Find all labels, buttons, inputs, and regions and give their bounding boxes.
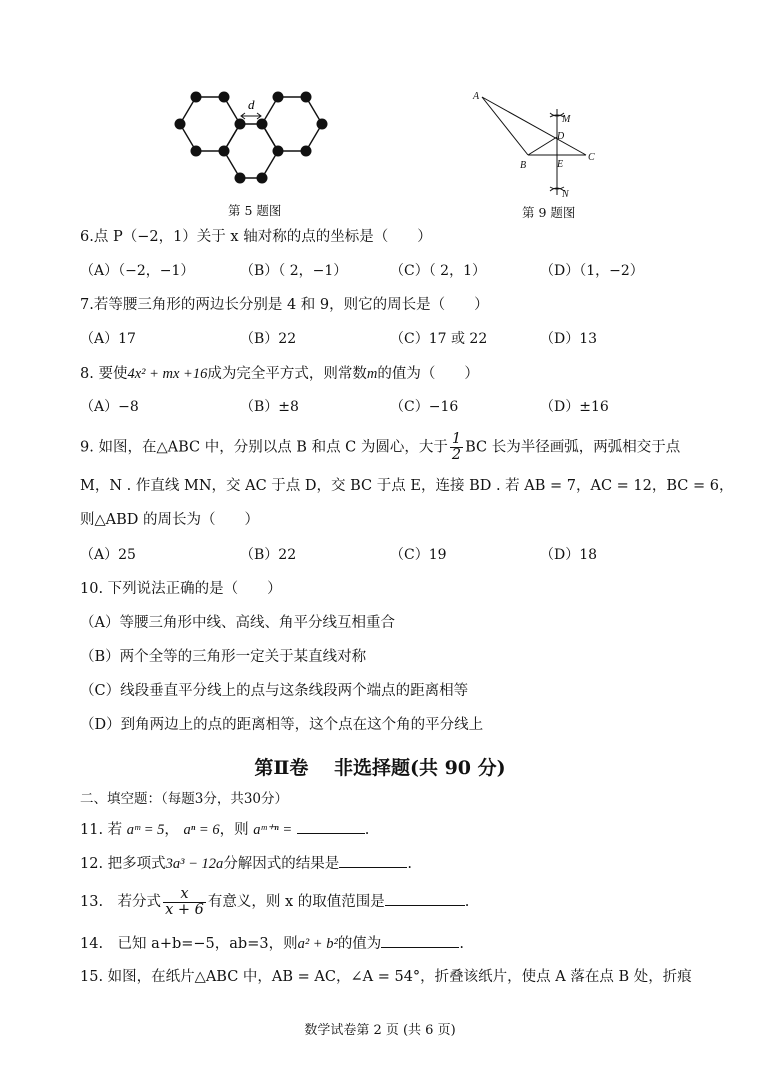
q7-option-b: （B）22	[240, 331, 297, 347]
q12-end: .	[407, 856, 412, 872]
q8-expression: 4x² + mx +16	[127, 366, 208, 382]
q14-expression: a² + b²	[297, 936, 338, 952]
q14-pre: 14. 已知 a+b=−5，ab=3，则	[80, 936, 298, 952]
q9-line1-pre: 9. 如图，在△ABC 中，分别以点 B 和点 C 为圆心，大于	[80, 439, 448, 456]
q13-fraction	[163, 887, 206, 918]
q13-pre: 13. 若分式	[80, 894, 162, 910]
question-10-stem: 10. 下列说法正确的是（ ）	[80, 581, 282, 597]
question-15: 15. 如图，在纸片△ABC 中，AB = AC，∠A = 54°，折叠该纸片，使点 A 落在点 B 处，折痕	[80, 969, 692, 985]
q6-option-c: （C）（ 2，1）	[390, 263, 486, 279]
q13-end: .	[464, 894, 470, 910]
fig9-label-N: N	[562, 189, 569, 200]
q12-pre: 12. 把多项式	[80, 856, 166, 872]
figure-5-hexagons	[170, 85, 350, 195]
q7-option-d: （D）13	[540, 331, 598, 347]
fig9-caption: 第 9 题图	[522, 205, 576, 220]
q9-option-d: （D）18	[540, 547, 598, 563]
q9-fraction	[450, 432, 463, 463]
q9-option-b: （B）22	[240, 547, 297, 563]
q9-option-c: （C）19	[390, 547, 447, 563]
question-9-line-2: M，N . 作直线 MN，交 AC 于点 D，交 BC 于点 E，连接 BD . 若 AB = 7，AC = 12，BC = 6，	[80, 478, 734, 494]
fill-in-header: 二、填空题：（每题3分，共30分）	[80, 791, 289, 807]
q8-post: 的值为（ ）	[377, 366, 479, 382]
q13-frac-num: x	[163, 887, 206, 903]
q10-option-b: （B）两个全等的三角形一定关于某直线对称	[80, 649, 367, 665]
fig9-label-M: M	[562, 114, 571, 125]
question-8-stem	[80, 364, 479, 384]
fig9-label-A: A	[473, 91, 480, 102]
question-14	[80, 933, 464, 954]
question-11: 11. 若 aᵐ = 5， aⁿ = 6，则 aᵐ⁺ⁿ = .	[80, 819, 369, 840]
q14-answer-blank[interactable]	[381, 933, 459, 948]
q6-option-d: （D）（1，−2）	[540, 263, 644, 279]
q13-answer-blank[interactable]	[385, 891, 465, 906]
fig9-label-C: C	[588, 152, 595, 163]
page-footer: 数学试卷第 2 页 (共 6 页)	[304, 1023, 456, 1038]
question-9-line-3: 则△ABD 的周长为（ ）	[80, 512, 260, 528]
q11-answer-blank[interactable]	[297, 819, 365, 834]
q13-post: 有意义，则 x 的取值范围是	[207, 894, 385, 910]
q9-frac-num: 1	[451, 431, 462, 447]
q8-pre: 8. 要使	[80, 366, 128, 382]
section-2-title: 第Ⅱ卷 非选择题(共 90 分)	[254, 757, 506, 779]
question-12	[80, 853, 412, 874]
q6-option-b: （B）（ 2，−1）	[240, 263, 348, 279]
q8-mid: 成为完全平方式，则常数	[207, 366, 367, 382]
q9-option-a: （A）25	[80, 547, 136, 563]
q11-pre: 11. 若	[80, 822, 123, 838]
q13-frac-den: x + 6	[165, 901, 204, 918]
q9-frac-den: 2	[451, 447, 462, 463]
q14-post: 的值为	[337, 936, 382, 952]
question-13	[80, 884, 469, 920]
q9-line1-post: BC 长为半径画弧，两弧相交于点	[465, 439, 681, 456]
q8-var: m	[366, 366, 378, 382]
q11-mid: ，则	[219, 822, 249, 838]
q8-option-a: （A）−8	[80, 399, 139, 415]
q11-end: .	[364, 822, 370, 838]
figure-9-triangle	[468, 87, 608, 202]
fig5-label-d: d	[248, 97, 255, 112]
q11-expr-1: aᵐ = 5	[126, 822, 165, 838]
q11-expr-2: aⁿ = 6	[183, 822, 220, 838]
fig9-label-B: B	[520, 160, 527, 171]
q6-option-a: （A）（−2，−1）	[80, 263, 195, 279]
q10-option-a: （A）等腰三角形中线、高线、角平分线互相重合	[80, 615, 395, 631]
q8-option-c: （C）−16	[390, 399, 459, 415]
q11-expr-3: aᵐ⁺ⁿ =	[253, 822, 293, 838]
q10-option-c: （C）线段垂直平分线上的点与这条线段两个端点的距离相等	[80, 683, 469, 699]
question-7-stem: 7.若等腰三角形的两边长分别是 4 和 9，则它的周长是（ ）	[80, 297, 489, 313]
q12-answer-blank[interactable]	[339, 853, 407, 868]
q14-end: .	[459, 936, 464, 952]
q8-option-b: （B）±8	[240, 399, 299, 415]
q7-option-c: （C）17 或 22	[390, 331, 488, 347]
fig9-label-E: E	[557, 159, 564, 170]
q7-option-a: （A）17	[80, 331, 136, 347]
fig5-caption: 第 5 题图	[228, 203, 282, 218]
q8-option-d: （D）±16	[540, 399, 609, 415]
fig9-label-D: D	[557, 131, 565, 142]
question-6-stem: 6.点 P（−2，1）关于 x 轴对称的点的坐标是（ ）	[80, 229, 432, 245]
q12-post: 分解因式的结果是	[223, 856, 340, 872]
q12-expression: 3a³ − 12a	[165, 856, 224, 872]
q10-option-d: （D）到角两边上的点的距离相等，这个点在这个角的平分线上	[80, 717, 484, 733]
question-9-line-1	[80, 432, 680, 463]
